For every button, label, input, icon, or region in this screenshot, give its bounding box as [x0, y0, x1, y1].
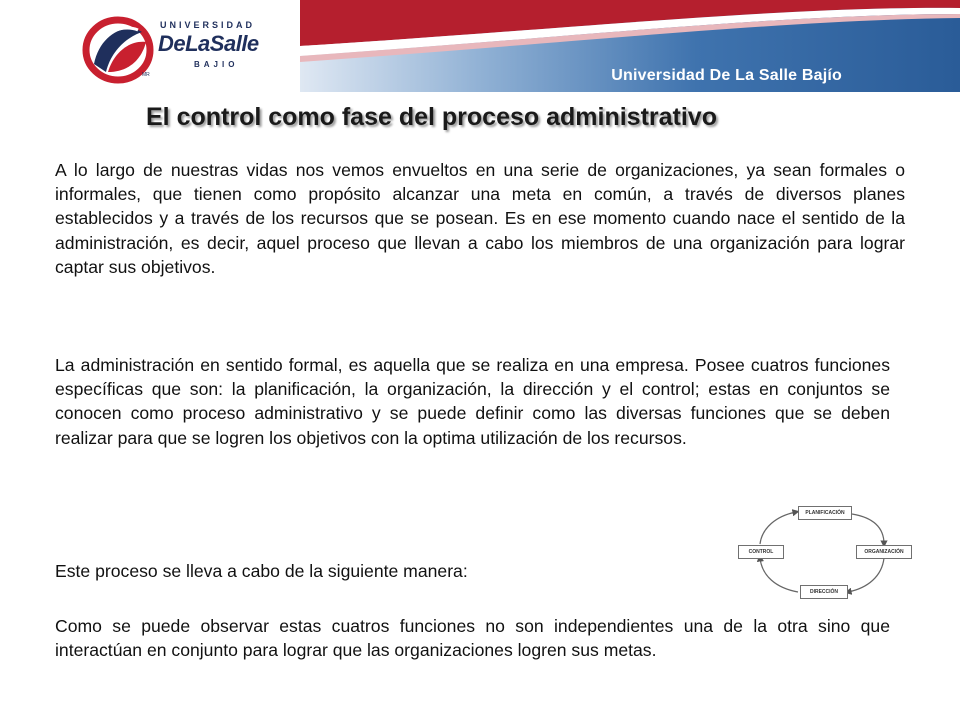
diagram-box-direccion: DIRECCIÓN — [800, 585, 848, 599]
header-university-name: Universidad De La Salle Bajío — [611, 67, 842, 84]
university-logo — [82, 12, 302, 88]
diagram-box-control: CONTROL — [738, 545, 784, 559]
logo-registered-mark: MR — [142, 72, 150, 78]
logo-delasalle-text: DeLaSalle — [158, 31, 259, 56]
paragraph-process-intro: Este proceso se lleva a cabo de la siguiente manera: — [55, 561, 468, 581]
paragraph-conclusion: Como se puede observar estas cuatros funciones no son independientes una de la otra sino que interactúan en conjunto para lograr que las organizaciones logren sus metas. — [55, 616, 890, 661]
slide-header — [0, 0, 960, 92]
diagram-box-organizacion: ORGANIZACIÓN — [856, 545, 912, 559]
slide-title: El control como fase del proceso administrativo — [146, 103, 717, 131]
paragraph-formal-administration: La administración en sentido formal, es aquella que se realiza en una empresa. Posee cuatros funciones específicas que son: la planificación, la organización, la dirección y el control; estas en conjuntos se conocen como proceso administrativo y se puede definir como las diversas funciones que se deben realizar para que se logren los objetivos con la optima utilización de los recursos. — [55, 355, 890, 448]
diagram-box-planificacion: PLANIFICACIÓN — [798, 506, 852, 520]
paragraph-intro: A lo largo de nuestras vidas nos vemos envueltos en una serie de organizaciones, ya sean formales o informales, que tienen como propósito alcanzar una meta en común, a través de diversos planes establecidos y a través de los recursos que se posean. Es en ese momento cuando nace el sentido de la administración, es decir, aquel proceso que llevan a cabo los miembros de una organización para lograr captar sus objetivos. — [55, 160, 905, 277]
logo-bajio-text: BAJIO — [194, 60, 239, 69]
logo-universidad-text: UNIVERSIDAD — [160, 20, 256, 30]
process-cycle-diagram — [736, 500, 912, 604]
